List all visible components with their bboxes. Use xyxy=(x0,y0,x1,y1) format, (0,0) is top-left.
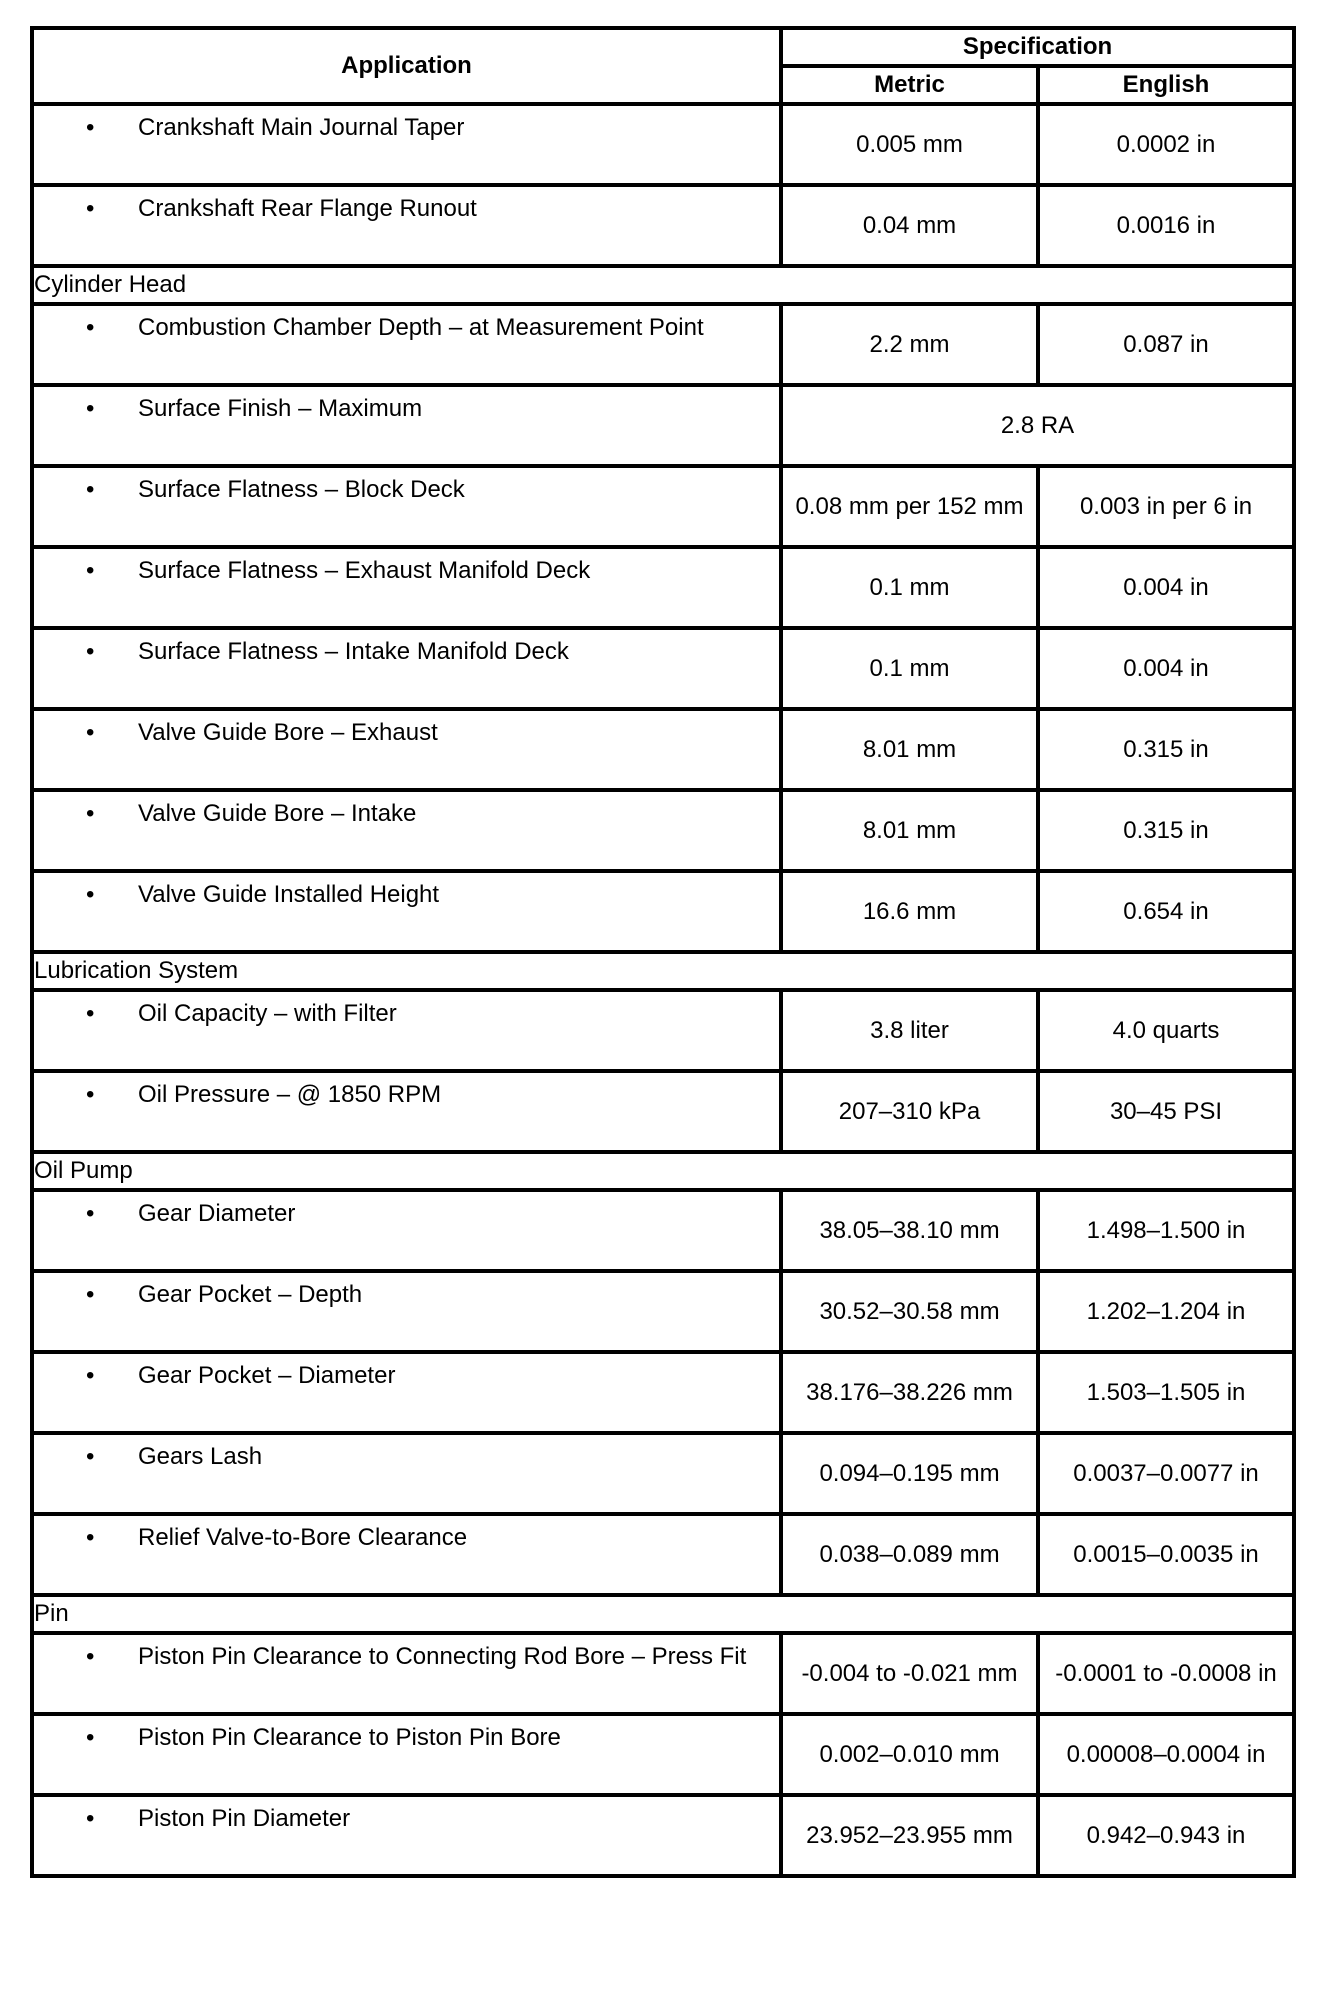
application-cell xyxy=(32,990,781,1071)
english-value: 0.654 in xyxy=(1038,871,1294,952)
english-value: -0.0001 to -0.0008 in xyxy=(1038,1633,1294,1714)
section-row xyxy=(32,952,1294,990)
english-value: 0.087 in xyxy=(1038,304,1294,385)
application-label: Valve Guide Installed Height xyxy=(138,881,440,908)
table-row xyxy=(32,304,1294,385)
application-cell xyxy=(32,871,781,952)
metric-value: 2.2 mm xyxy=(781,304,1038,385)
application-label: Relief Valve-to-Bore Clearance xyxy=(138,1524,468,1551)
application-label: Valve Guide Bore – Intake xyxy=(138,800,417,827)
metric-value: 8.01 mm xyxy=(781,709,1038,790)
header-metric: Metric xyxy=(781,66,1038,104)
application-cell xyxy=(32,1633,781,1714)
section-row xyxy=(32,1152,1294,1190)
bullet-icon: • xyxy=(86,1362,95,1389)
application-cell xyxy=(32,466,781,547)
application-cell xyxy=(32,385,781,466)
header-english: English xyxy=(1038,66,1294,104)
metric-value: 30.52–30.58 mm xyxy=(781,1271,1038,1352)
application-cell xyxy=(32,1433,781,1514)
table-body xyxy=(32,104,1294,1876)
section-title: Cylinder Head xyxy=(32,266,1294,304)
metric-value: 8.01 mm xyxy=(781,790,1038,871)
section-row xyxy=(32,266,1294,304)
bullet-icon: • xyxy=(86,1200,95,1227)
english-value: 0.315 in xyxy=(1038,709,1294,790)
bullet-icon: • xyxy=(86,114,95,141)
bullet-icon: • xyxy=(86,395,95,422)
metric-value: 23.952–23.955 mm xyxy=(781,1795,1038,1876)
application-label: Gear Diameter xyxy=(138,1200,296,1227)
metric-value: -0.004 to -0.021 mm xyxy=(781,1633,1038,1714)
table-row xyxy=(32,385,1294,466)
english-value: 0.0037–0.0077 in xyxy=(1038,1433,1294,1514)
bullet-icon: • xyxy=(86,719,95,746)
table-row xyxy=(32,1352,1294,1433)
application-label: Piston Pin Diameter xyxy=(138,1805,351,1832)
metric-value: 0.08 mm per 152 mm xyxy=(781,466,1038,547)
application-cell xyxy=(32,1271,781,1352)
bullet-icon: • xyxy=(86,195,95,222)
bullet-icon: • xyxy=(86,476,95,503)
application-cell xyxy=(32,628,781,709)
application-label: Oil Capacity – with Filter xyxy=(138,1000,397,1027)
application-label: Gear Pocket – Depth xyxy=(138,1281,363,1308)
bullet-icon: • xyxy=(86,1524,95,1551)
section-title: Pin xyxy=(32,1595,1294,1633)
english-value: 0.004 in xyxy=(1038,628,1294,709)
application-label: Surface Flatness – Exhaust Manifold Deck xyxy=(138,557,591,584)
metric-value: 3.8 liter xyxy=(781,990,1038,1071)
metric-value: 0.1 mm xyxy=(781,628,1038,709)
bullet-icon: • xyxy=(86,1281,95,1308)
bullet-icon: • xyxy=(86,881,95,908)
bullet-icon: • xyxy=(86,638,95,665)
bullet-icon: • xyxy=(86,1081,95,1108)
english-value: 0.0002 in xyxy=(1038,104,1294,185)
bullet-icon: • xyxy=(86,1805,95,1832)
table-row xyxy=(32,1714,1294,1795)
english-value: 4.0 quarts xyxy=(1038,990,1294,1071)
metric-value: 0.005 mm xyxy=(781,104,1038,185)
english-value: 1.202–1.204 in xyxy=(1038,1271,1294,1352)
application-label: Valve Guide Bore – Exhaust xyxy=(138,719,438,746)
table-row xyxy=(32,1433,1294,1514)
metric-value: 0.04 mm xyxy=(781,185,1038,266)
header-application: Application xyxy=(32,28,781,104)
english-value: 0.003 in per 6 in xyxy=(1038,466,1294,547)
table-row xyxy=(32,628,1294,709)
application-label: Oil Pressure – @ 1850 RPM xyxy=(138,1081,442,1108)
application-label: Gears Lash xyxy=(138,1443,263,1470)
metric-value: 38.176–38.226 mm xyxy=(781,1352,1038,1433)
english-value: 0.0016 in xyxy=(1038,185,1294,266)
application-label: Crankshaft Main Journal Taper xyxy=(138,114,465,141)
english-value: 0.0015–0.0035 in xyxy=(1038,1514,1294,1595)
english-value: 0.00008–0.0004 in xyxy=(1038,1714,1294,1795)
bullet-icon: • xyxy=(86,557,95,584)
application-cell xyxy=(32,1352,781,1433)
metric-value: 0.002–0.010 mm xyxy=(781,1714,1038,1795)
header-specification: Specification xyxy=(781,28,1294,66)
application-label: Surface Flatness – Intake Manifold Deck xyxy=(138,638,569,665)
application-cell xyxy=(32,547,781,628)
table-row xyxy=(32,1190,1294,1271)
application-cell xyxy=(32,185,781,266)
header-row-top xyxy=(32,28,1294,66)
table-row xyxy=(32,1514,1294,1595)
bullet-icon: • xyxy=(86,1643,95,1670)
metric-value: 0.094–0.195 mm xyxy=(781,1433,1038,1514)
section-title: Oil Pump xyxy=(32,1152,1294,1190)
metric-value: 16.6 mm xyxy=(781,871,1038,952)
table-row xyxy=(32,1271,1294,1352)
table-row xyxy=(32,1071,1294,1152)
table-row xyxy=(32,990,1294,1071)
section-title: Lubrication System xyxy=(32,952,1294,990)
table-row xyxy=(32,547,1294,628)
english-value: 30–45 PSI xyxy=(1038,1071,1294,1152)
english-value: 0.315 in xyxy=(1038,790,1294,871)
application-cell xyxy=(32,1190,781,1271)
application-cell xyxy=(32,709,781,790)
metric-value: 0.1 mm xyxy=(781,547,1038,628)
english-value: 0.942–0.943 in xyxy=(1038,1795,1294,1876)
application-label: Combustion Chamber Depth – at Measurement Point xyxy=(138,314,704,341)
specification-value: 2.8 RA xyxy=(781,385,1294,466)
application-cell xyxy=(32,104,781,185)
table-row xyxy=(32,1633,1294,1714)
application-cell xyxy=(32,790,781,871)
application-cell xyxy=(32,1795,781,1876)
application-cell xyxy=(32,1714,781,1795)
application-label: Surface Finish – Maximum xyxy=(138,395,423,422)
english-value: 1.498–1.500 in xyxy=(1038,1190,1294,1271)
bullet-icon: • xyxy=(86,800,95,827)
english-value: 1.503–1.505 in xyxy=(1038,1352,1294,1433)
table-row xyxy=(32,709,1294,790)
table-row xyxy=(32,871,1294,952)
section-row xyxy=(32,1595,1294,1633)
table-row xyxy=(32,185,1294,266)
application-cell xyxy=(32,304,781,385)
application-label: Piston Pin Clearance to Piston Pin Bore xyxy=(138,1724,561,1751)
table-row xyxy=(32,104,1294,185)
bullet-icon: • xyxy=(86,1724,95,1751)
bullet-icon: • xyxy=(86,314,95,341)
metric-value: 0.038–0.089 mm xyxy=(781,1514,1038,1595)
application-label: Surface Flatness – Block Deck xyxy=(138,476,465,503)
application-label: Crankshaft Rear Flange Runout xyxy=(138,195,477,222)
bullet-icon: • xyxy=(86,1443,95,1470)
application-cell xyxy=(32,1071,781,1152)
metric-value: 38.05–38.10 mm xyxy=(781,1190,1038,1271)
table-row xyxy=(32,1795,1294,1876)
application-label: Gear Pocket – Diameter xyxy=(138,1362,396,1389)
table-row xyxy=(32,790,1294,871)
specification-table xyxy=(30,26,1296,1878)
application-cell xyxy=(32,1514,781,1595)
english-value: 0.004 in xyxy=(1038,547,1294,628)
application-label: Piston Pin Clearance to Connecting Rod Bore – Press Fit xyxy=(138,1643,747,1670)
metric-value: 207–310 kPa xyxy=(781,1071,1038,1152)
bullet-icon: • xyxy=(86,1000,95,1027)
table-row xyxy=(32,466,1294,547)
